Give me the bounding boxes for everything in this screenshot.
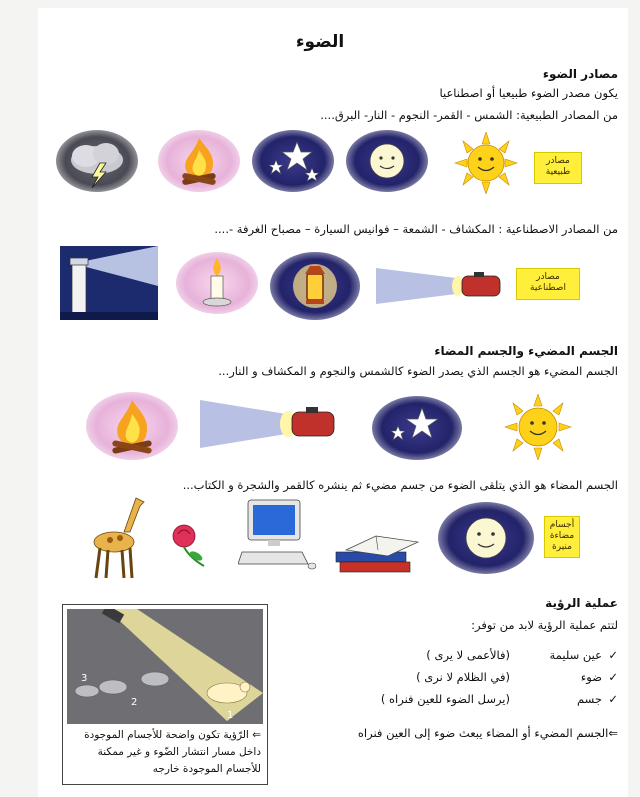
vision-conditions-list (298, 648, 618, 714)
badge-line: أجسام (549, 520, 575, 530)
vision-heading: عملية الرؤية (545, 596, 618, 610)
condition-name: عين سليمة (549, 648, 602, 662)
sources-heading: مصادر الضوء (542, 67, 618, 81)
stars-icon (372, 396, 462, 460)
scene-label: 1 (227, 710, 234, 721)
badge-line: مصادر (546, 156, 570, 166)
candle-icon (176, 252, 258, 314)
flashlight-icon (376, 262, 506, 308)
full-moon-icon (438, 502, 534, 574)
vision-conclusion: ⇐الجسم المضيء أو المضاء يبعث ضوء إلى العين فنراه (357, 726, 618, 740)
artificial-sources-line: من المصادر الاصطناعية : المكشاف - الشمعة – فوانيس السيارة – مصباح الغرفة -.... (214, 222, 618, 236)
scene-label: 3 (81, 673, 88, 684)
badge-line: منيرة (552, 542, 572, 552)
page-title: الضوء (295, 32, 345, 52)
vision-illustration-box (62, 604, 268, 785)
check-icon: ✓ (608, 692, 618, 706)
natural-sources-badge (534, 152, 582, 184)
flashlight-icon (200, 396, 340, 452)
check-icon: ✓ (608, 670, 618, 684)
vision-intro: لتتم عملية الرؤية لابد من توفر: (471, 618, 618, 632)
badge-line: مضاءة (549, 531, 575, 541)
flashlight-scene (67, 609, 263, 724)
sun-icon (446, 132, 526, 194)
lantern-icon (270, 252, 360, 320)
artificial-sources-badge (516, 268, 580, 300)
condition-name: جسم (576, 692, 602, 706)
lit-bodies-badge (544, 516, 580, 558)
sources-intro: يكون مصدر الضوء طبيعيا أو اصطناعيا (439, 86, 618, 100)
full-moon-icon (346, 130, 428, 192)
scene-label: 2 (131, 697, 138, 708)
books-icon (326, 506, 426, 576)
condition-note: (فالأعمى لا يرى ) (426, 648, 510, 662)
rose-icon (160, 518, 220, 570)
badge-line: اصطناعية (530, 283, 566, 293)
campfire-icon (86, 392, 178, 460)
sun-icon (498, 394, 578, 460)
list-item (298, 670, 618, 692)
stars-icon (252, 130, 334, 192)
lit-body-line: الجسم المضاء هو الذي يتلقى الضوء من جسم مضيء ثم ينشره كالقمر والشجرة و الكتاب... (182, 478, 618, 492)
condition-note: (يرسل الضوء للعين فنراه ) (380, 692, 510, 706)
natural-sources-line: من المصادر الطبيعية: الشمس - القمر- النجوم - النار- البرق.... (320, 108, 618, 122)
vision-caption: ⇐ الرّؤية تكون واضحة للأجسام الموجودة داخل مسار انتشار الضّوء و غير ممكنة للأجسام الموجودة خارجه (84, 729, 261, 775)
check-icon: ✓ (608, 648, 618, 662)
condition-note: (في الظلام لا نرى ) (416, 670, 510, 684)
bodies-heading: الجسم المضيء والجسم المضاء (434, 344, 618, 358)
luminous-body-line: الجسم المضيء هو الجسم الذي يصدر الضوء كالشمس والنجوم و المكشاف و النار... (218, 364, 618, 378)
condition-name: ضوء (580, 670, 602, 684)
list-item (298, 648, 618, 670)
lighthouse-icon (60, 246, 158, 320)
campfire-icon (158, 130, 240, 192)
badge-line: مصادر (536, 272, 560, 282)
list-item (298, 692, 618, 714)
giraffe-icon (84, 492, 154, 580)
storm-cloud-icon (56, 130, 138, 192)
computer-icon (238, 496, 318, 574)
badge-line: طبيعية (545, 167, 571, 177)
